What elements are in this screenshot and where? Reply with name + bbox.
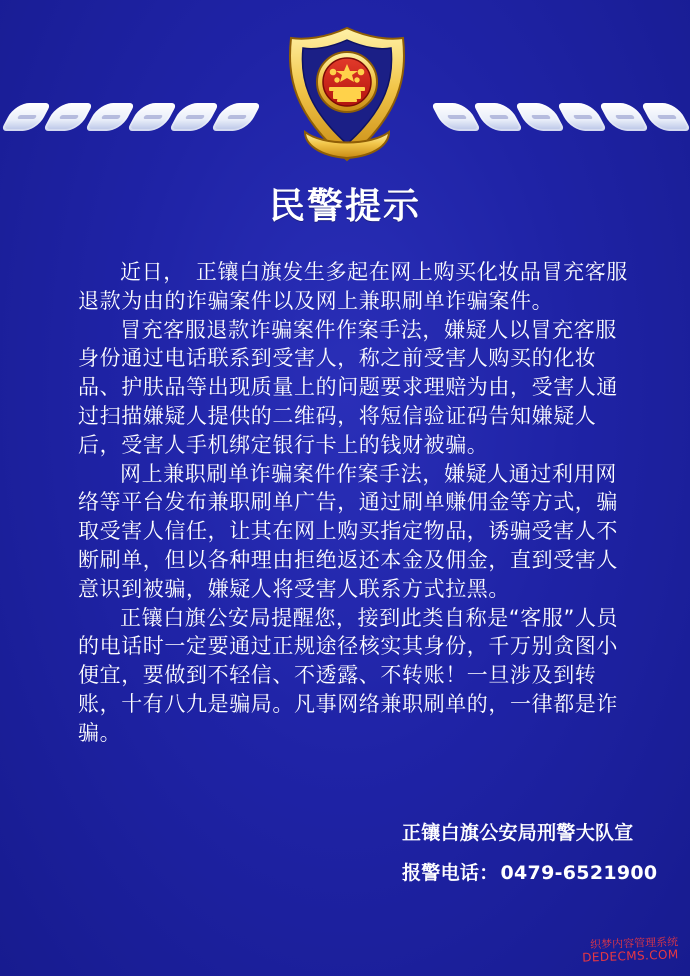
wing-feather-icon: [431, 103, 482, 131]
wing-feather-icon: [641, 103, 690, 131]
paragraph: 近日， 正镶白旗发生多起在网上购买化妆品冒充客服退款为由的诈骗案件以及网上兼职刷单诈骗案件。: [78, 260, 628, 313]
left-wing-ornament: [8, 97, 276, 137]
wing-feather-icon: [211, 103, 262, 131]
paragraph: 网上兼职刷单诈骗案件作案手法，嫌疑人通过利用网络等平台发布兼职刷单广告，通过刷单赚佣金等方式，骗取受害人信任，让其在网上购买指定物品，诱骗受害人不断刷单，但以各种理由拒绝返还本金及佣金，直到受害人意识到被骗，嫌疑人将受害人联系方式拉黑。: [78, 461, 618, 601]
notice-body: [78, 258, 638, 748]
phone-label: 报警电话：: [402, 862, 499, 884]
watermark: [581, 936, 678, 963]
police-emblem-icon: [277, 20, 417, 170]
wing-feather-icon: [557, 103, 608, 131]
watermark-line-1: 织梦内容管理系统: [589, 935, 678, 952]
page-title: 民警提示: [268, 185, 421, 227]
signature: 正镶白旗公安局刑警大队宣: [402, 822, 634, 844]
right-wing-ornament: [416, 97, 684, 137]
paragraph: 冒充客服退款诈骗案件作案手法，嫌疑人以冒充客服身份通过电话联系到受害人，称之前受害人购买的化妆品、护肤品等出现质量上的问题要求理赔为由，受害人通过扫描嫌疑人提供的二维码，将短信验证码告知嫌疑人后，受害人手机绑定银行卡上的钱财被骗。: [78, 317, 618, 457]
phone-line: [402, 858, 690, 885]
paragraph: 正镶白旗公安局提醒您，接到此类自称是“客服”人员的电话时一定要通过正规途径核实其身份，千万别贪图小便宜，要做到不轻信、不透露、不转账！一旦涉及到转账，十有八九是骗局。凡事网络兼职刷单的，一律都是诈骗。: [78, 605, 619, 745]
wing-feather-icon: [515, 103, 566, 131]
phone-number: 0479-6521900: [500, 862, 658, 884]
wing-feather-icon: [473, 103, 524, 131]
watermark-line-2: DEDECMS.COM: [581, 947, 679, 965]
wing-feather-icon: [599, 103, 650, 131]
